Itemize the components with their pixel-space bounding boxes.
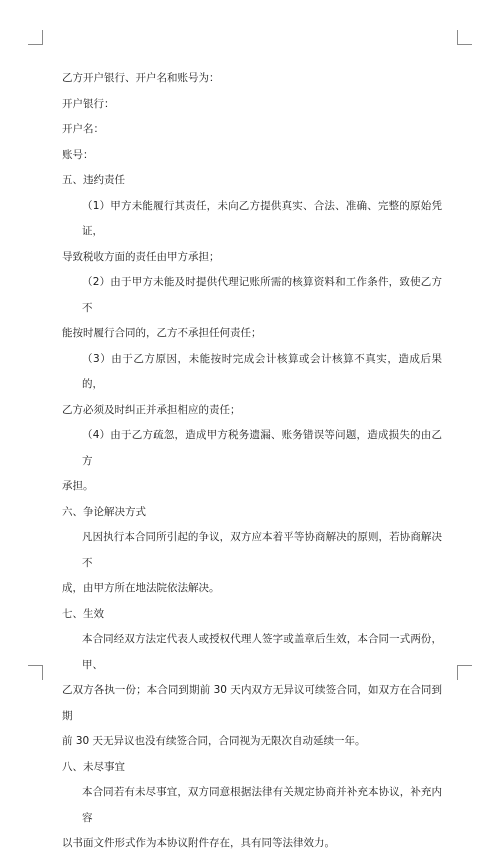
breach-clause-4-line-1: （4）由于乙方疏忽，造成甲方税务遗漏、账务错误等问题，造成损失的由乙方 [82, 429, 442, 467]
account-name: 开户名： [62, 123, 104, 135]
document-body [62, 66, 442, 857]
breach-heading: 五、违约责任 [62, 174, 125, 186]
account-number: 账号： [62, 148, 94, 161]
breach-clause-4-line-2: 承担。 [62, 480, 94, 492]
crop-mark-bottom-right [457, 665, 472, 680]
account-heading: 乙方开户银行、开户名和账号为： [62, 72, 220, 84]
dispute-heading: 六、争论解决方式 [62, 505, 146, 518]
breach-clause-2-line-2: 能按时履行合同的，乙方不承担任何责任； [62, 327, 262, 339]
effect-line-2: 乙双方各执一份；本合同到期前 30 天内双方无异议可续签合同，如双方在合同到期 [62, 684, 442, 722]
breach-clause-3-line-1: （3）由于乙方原因，未能按时完成会计核算或会计核算不真实，造成后果的， [82, 352, 442, 390]
effect-line-3: 前 30 天无异议也没有续签合同，合同视为无限次自动延续一年。 [62, 735, 366, 747]
account-bank: 开户银行： [62, 97, 115, 110]
breach-clause-1-line-2: 导致税收方面的责任由甲方承担； [62, 250, 220, 263]
misc-line-2: 以书面文件形式作为本协议附件存在，具有同等法律效力。 [62, 837, 335, 849]
crop-mark-top-right [457, 30, 472, 45]
effect-line-1: 本合同经双方法定代表人或授权代理人签字或盖章后生效，本合同一式两份，甲、 [82, 633, 442, 671]
crop-mark-top-left [28, 30, 43, 45]
effect-heading: 七、生效 [62, 607, 104, 620]
breach-clause-2-line-1: （2）由于甲方未能及时提供代理记账所需的核算资料和工作条件，致使乙方不 [82, 276, 442, 314]
dispute-line-1: 凡因执行本合同所引起的争议，双方应本着平等协商解决的原则，若协商解决不 [82, 531, 442, 569]
misc-heading: 八、未尽事宜 [62, 760, 125, 773]
dispute-line-2: 成，由甲方所在地法院依法解决。 [62, 582, 220, 594]
misc-line-1: 本合同若有未尽事宜，双方同意根据法律有关规定协商并补充本协议，补充内容 [82, 786, 442, 824]
breach-clause-1-line-1: （1）甲方未能履行其责任，未向乙方提供真实、合法、准确、完整的原始凭证， [82, 199, 442, 237]
crop-mark-bottom-left [28, 665, 43, 680]
breach-clause-3-line-2: 乙方必须及时纠正并承担相应的责任； [62, 403, 241, 416]
